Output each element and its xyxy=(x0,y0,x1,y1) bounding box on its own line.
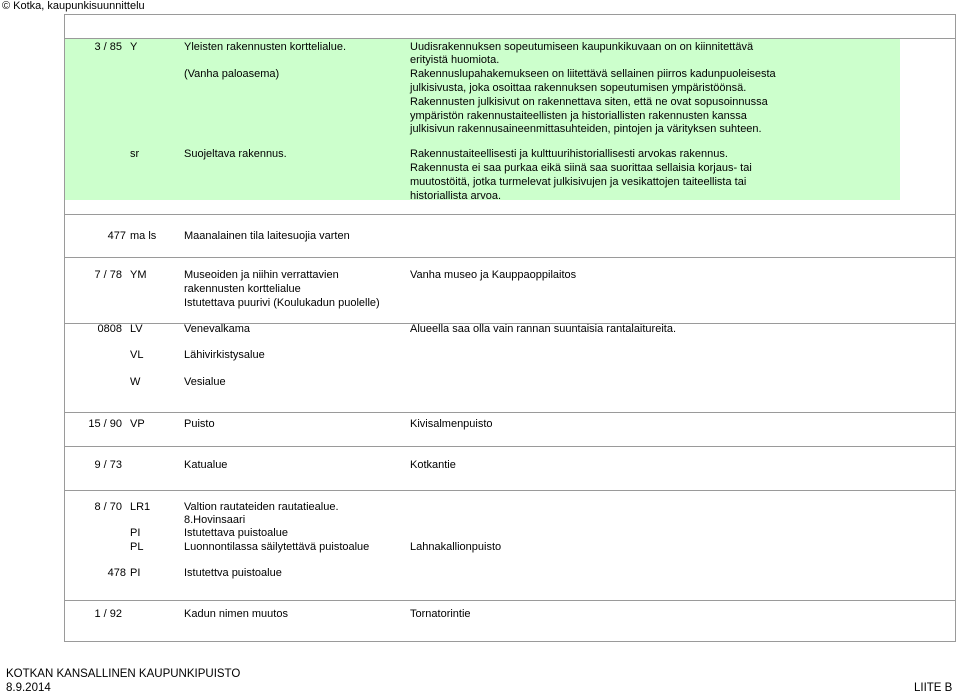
row-note: Tornatorintie xyxy=(410,608,471,620)
row-note: Uudisrakennuksen sopeutumiseen kaupunkikuvaan on on kiinnitettävä xyxy=(410,41,754,53)
document-source-label: © Kotka, kaupunkisuunnittelu xyxy=(2,0,145,12)
row-description: 8.Hovinsaari xyxy=(184,514,246,526)
row-code: PI xyxy=(130,567,141,579)
row-code: VP xyxy=(130,418,145,430)
row-number: 7 / 78 xyxy=(94,269,122,281)
row-code: W xyxy=(130,376,141,388)
row-code: sr xyxy=(130,148,140,160)
row-code: LV xyxy=(130,323,143,335)
row-description: Vesialue xyxy=(184,376,226,388)
grid-hline xyxy=(64,600,956,601)
grid-hline xyxy=(64,38,956,39)
row-note: Rakennuslupahakemukseen on liitettävä sellainen piirros kadunpuoleisesta xyxy=(410,68,776,80)
row-description: Venevalkama xyxy=(184,323,251,335)
row-description: Maanalainen tila laitesuojia varten xyxy=(184,230,350,242)
row-note: ympäristön rakennustaiteellisten ja historiallisten rakennusten kanssa xyxy=(410,110,747,122)
row-note: Kotkantie xyxy=(410,459,456,471)
row-description: Kadun nimen muutos xyxy=(184,608,288,620)
row-code: PI xyxy=(130,527,141,539)
row-code: Y xyxy=(130,41,138,53)
row-note: erityistä huomiota. xyxy=(410,54,500,66)
grid-hline xyxy=(64,490,956,491)
row-number: 478 xyxy=(107,567,126,579)
row-number: 3 / 85 xyxy=(94,41,122,53)
row-note: julkisivun rakennusaineenmittasuhteiden, pintojen ja värityksen suhteen. xyxy=(410,123,762,135)
row-number: 1 / 92 xyxy=(94,608,122,620)
row-description: Yleisten rakennusten korttelialue. xyxy=(184,41,347,53)
row-note: Rakennusta ei saa purkaa eikä siinä saa suorittaa sellaisia korjaus- tai xyxy=(410,162,752,174)
row-note: historiallista arvoa. xyxy=(410,190,502,202)
row-number: 477 xyxy=(107,230,126,242)
row-code: VL xyxy=(130,349,144,361)
row-note: Alueella saa olla vain rannan suuntaisia rantalaitureita. xyxy=(410,323,677,335)
row-code: PL xyxy=(130,541,144,553)
footer-date: 8.9.2014 xyxy=(6,682,51,694)
row-note: Vanha museo ja Kauppaoppilaitos xyxy=(410,269,577,281)
row-code: LR1 xyxy=(130,501,151,513)
row-note: Lahnakallionpuisto xyxy=(410,541,502,553)
grid-vline xyxy=(955,14,956,642)
row-description: Lähivirkistysalue xyxy=(184,349,265,361)
row-description: Istutettava puistoalue xyxy=(184,527,288,539)
footer-organization: KOTKAN KANSALLINEN KAUPUNKIPUISTO xyxy=(6,668,241,680)
row-description: Museoiden ja niihin verrattavien xyxy=(184,269,339,281)
footer-appendix-label: LIITE B xyxy=(914,682,953,694)
row-code: ma ls xyxy=(130,230,157,242)
grid-hline xyxy=(64,446,956,447)
row-note: muutostöitä, jotka turmelevat julkisivujen ja vesikattojen taiteellista tai xyxy=(410,176,747,188)
row-description: Katualue xyxy=(184,459,228,471)
grid-hline xyxy=(64,412,956,413)
row-description: Valtion rautateiden rautatiealue. xyxy=(184,501,339,513)
grid-hline xyxy=(64,214,956,215)
row-description: (Vanha paloasema) xyxy=(184,68,280,80)
grid-hline xyxy=(64,14,956,15)
row-note: Kivisalmenpuisto xyxy=(410,418,493,430)
row-number: 9 / 73 xyxy=(94,459,122,471)
row-number: 0808 xyxy=(97,323,122,335)
grid-hline xyxy=(64,641,956,642)
row-description: Puisto xyxy=(184,418,215,430)
row-description: Istutettava puurivi (Koulukadun puolelle) xyxy=(184,297,380,309)
row-description: rakennusten korttelialue xyxy=(184,283,301,295)
row-note: julkisivusta, joka osoittaa rakennuksen sopeutumisen ympäristöönsä. xyxy=(410,82,747,94)
row-description: Luonnontilassa säilytettävä puistoalue xyxy=(184,541,370,553)
row-number: 8 / 70 xyxy=(94,501,122,513)
row-description: Suojeltava rakennus. xyxy=(184,148,287,160)
row-note: Rakennustaiteellisesti ja kulttuurihistoriallisesti arvokas rakennus. xyxy=(410,148,728,160)
row-number: 15 / 90 xyxy=(88,418,122,430)
row-code: YM xyxy=(130,269,147,281)
row-note: Rakennusten julkisivut on rakennettava siten, että ne ovat sopusoinnussa xyxy=(410,96,768,108)
grid-hline xyxy=(64,257,956,258)
row-description: Istutettva puistoalue xyxy=(184,567,282,579)
